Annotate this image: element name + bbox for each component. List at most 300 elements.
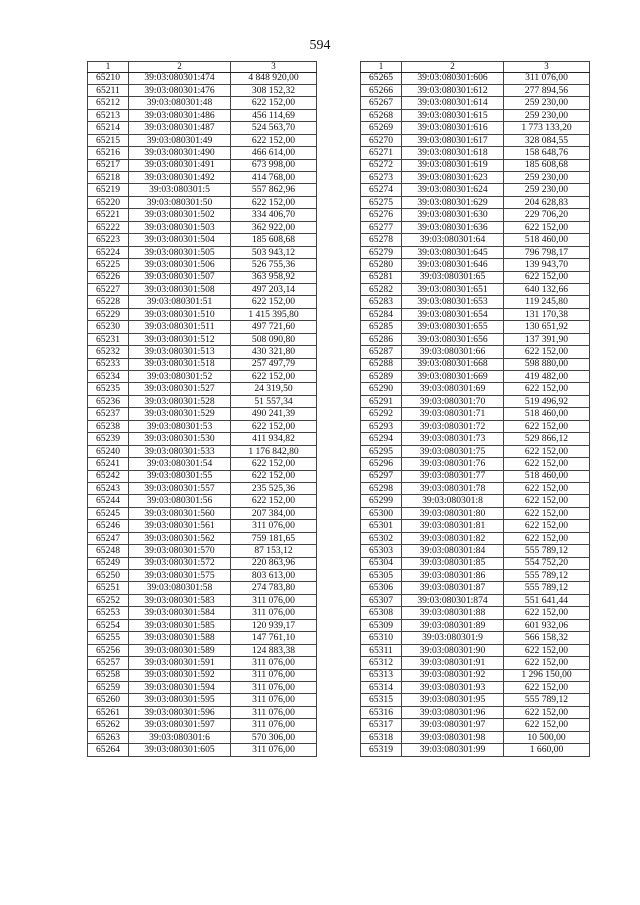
table-row [88,246,317,258]
row-number-cell: 65215 [88,134,129,146]
table-row [88,495,317,507]
cadastral-number-cell: 39:03:080301:92 [402,669,504,681]
value-cell: 490 241,39 [231,408,317,420]
row-number-cell: 65319 [361,744,402,756]
cadastral-number-cell: 39:03:080301:474 [129,72,231,84]
row-number-cell: 65303 [361,545,402,557]
row-number-cell: 65228 [88,296,129,308]
value-cell: 24 319,50 [231,383,317,395]
cadastral-number-cell: 39:03:080301:99 [402,744,504,756]
cadastral-number-cell: 39:03:080301:518 [129,358,231,370]
cadastral-number-cell: 39:03:080301:614 [402,97,504,109]
row-number-cell: 65242 [88,470,129,482]
row-number-cell: 65304 [361,557,402,569]
row-number-cell: 65280 [361,259,402,271]
row-number-cell: 65243 [88,482,129,494]
value-cell: 497 203,14 [231,283,317,295]
table-row [88,259,317,271]
table-row [88,719,317,731]
table-row [88,644,317,656]
table-row [88,532,317,544]
table-row [361,570,590,582]
value-cell: 557 862,96 [231,184,317,196]
cadastral-number-cell: 39:03:080301:52 [129,371,231,383]
row-number-cell: 65305 [361,570,402,582]
table-row [88,557,317,569]
row-number-cell: 65258 [88,669,129,681]
value-cell: 497 721,60 [231,321,317,333]
cadastral-number-cell: 39:03:080301:618 [402,147,504,159]
table-row [361,383,590,395]
row-number-cell: 65210 [88,72,129,84]
row-number-cell: 65214 [88,122,129,134]
cadastral-number-cell: 39:03:080301:588 [129,632,231,644]
value-cell: 277 894,56 [504,84,590,96]
row-number-cell: 65317 [361,719,402,731]
table-row [361,744,590,756]
value-cell: 622 152,00 [504,507,590,519]
value-cell: 456 114,69 [231,109,317,121]
row-number-cell: 65233 [88,358,129,370]
value-cell: 555 789,12 [504,582,590,594]
value-cell: 131 170,38 [504,308,590,320]
cadastral-number-cell: 39:03:080301:527 [129,383,231,395]
table-row [88,271,317,283]
row-number-cell: 65302 [361,532,402,544]
value-cell: 526 755,36 [231,259,317,271]
cadastral-number-cell: 39:03:080301:58 [129,582,231,594]
cadastral-number-cell: 39:03:080301:585 [129,619,231,631]
row-number-cell: 65285 [361,321,402,333]
cadastral-number-cell: 39:03:080301:575 [129,570,231,582]
value-cell: 259 230,00 [504,97,590,109]
value-cell: 554 752,20 [504,557,590,569]
row-number-cell: 65301 [361,520,402,532]
cadastral-number-cell: 39:03:080301:668 [402,358,504,370]
table-row [88,619,317,631]
cadastral-number-cell: 39:03:080301:612 [402,84,504,96]
row-number-cell: 65231 [88,333,129,345]
table-row [88,507,317,519]
header-row [361,62,590,73]
value-cell: 1 176 842,80 [231,445,317,457]
row-number-cell: 65218 [88,172,129,184]
row-number-cell: 65318 [361,731,402,743]
table-row [361,122,590,134]
row-number-cell: 65257 [88,657,129,669]
row-number-cell: 65265 [361,72,402,84]
cadastral-number-cell: 39:03:080301:617 [402,134,504,146]
cadastral-number-cell: 39:03:080301:73 [402,433,504,445]
value-cell: 235 525,36 [231,482,317,494]
value-cell: 120 939,17 [231,619,317,631]
cadastral-number-cell: 39:03:080301:510 [129,308,231,320]
row-number-cell: 65219 [88,184,129,196]
table-row [88,184,317,196]
cadastral-number-cell: 39:03:080301:508 [129,283,231,295]
table-row [361,470,590,482]
header-col-2: 2 [129,62,231,73]
table-row [361,619,590,631]
table-row [361,97,590,109]
row-number-cell: 65306 [361,582,402,594]
table-row [361,557,590,569]
value-cell: 328 084,55 [504,134,590,146]
row-number-cell: 65275 [361,196,402,208]
header-col-1: 1 [361,62,402,73]
value-cell: 622 152,00 [231,97,317,109]
row-number-cell: 65224 [88,246,129,258]
value-cell: 1 415 395,80 [231,308,317,320]
table-row [361,371,590,383]
table-row [88,632,317,644]
value-cell: 1 296 150,00 [504,669,590,681]
row-number-cell: 65212 [88,97,129,109]
cadastral-number-cell: 39:03:080301:572 [129,557,231,569]
table-row [88,209,317,221]
value-cell: 622 152,00 [231,371,317,383]
value-cell: 640 132,66 [504,283,590,295]
table-row [88,308,317,320]
cadastral-number-cell: 39:03:080301:591 [129,657,231,669]
table-row [88,545,317,557]
value-cell: 411 934,82 [231,433,317,445]
value-cell: 622 152,00 [504,644,590,656]
cadastral-number-cell: 39:03:080301:53 [129,420,231,432]
table-row [88,346,317,358]
value-cell: 311 076,00 [231,657,317,669]
table-row [361,669,590,681]
cadastral-number-cell: 39:03:080301:651 [402,283,504,295]
row-number-cell: 65229 [88,308,129,320]
value-cell: 518 460,00 [504,408,590,420]
row-number-cell: 65250 [88,570,129,582]
table-row [361,321,590,333]
row-number-cell: 65226 [88,271,129,283]
cadastral-number-cell: 39:03:080301:55 [129,470,231,482]
cadastral-number-cell: 39:03:080301:76 [402,458,504,470]
cadastral-number-cell: 39:03:080301:6 [129,731,231,743]
table-row [88,395,317,407]
cadastral-number-cell: 39:03:080301:645 [402,246,504,258]
row-number-cell: 65278 [361,234,402,246]
table-row [361,507,590,519]
cadastral-number-cell: 39:03:080301:491 [129,159,231,171]
value-cell: 796 798,17 [504,246,590,258]
value-cell: 4 848 920,00 [231,72,317,84]
value-cell: 622 152,00 [504,383,590,395]
table-row [88,383,317,395]
row-number-cell: 65256 [88,644,129,656]
row-number-cell: 65282 [361,283,402,295]
row-number-cell: 65223 [88,234,129,246]
table-row [361,532,590,544]
value-cell: 10 500,00 [504,731,590,743]
row-number-cell: 65311 [361,644,402,656]
cadastral-number-cell: 39:03:080301:71 [402,408,504,420]
value-cell: 158 648,76 [504,147,590,159]
row-number-cell: 65314 [361,681,402,693]
row-number-cell: 65270 [361,134,402,146]
row-number-cell: 65277 [361,221,402,233]
value-cell: 229 706,20 [504,209,590,221]
table-row [361,719,590,731]
value-cell: 334 406,70 [231,209,317,221]
table-row [88,445,317,457]
value-cell: 207 384,00 [231,507,317,519]
row-number-cell: 65310 [361,632,402,644]
cadastral-number-cell: 39:03:080301:54 [129,458,231,470]
table-row [88,84,317,96]
row-number-cell: 65217 [88,159,129,171]
row-number-cell: 65271 [361,147,402,159]
row-number-cell: 65289 [361,371,402,383]
value-cell: 622 152,00 [504,458,590,470]
table-row [361,594,590,606]
cadastral-number-cell: 39:03:080301:65 [402,271,504,283]
cadastral-number-cell: 39:03:080301:597 [129,719,231,731]
row-number-cell: 65251 [88,582,129,594]
value-cell: 185 608,68 [231,234,317,246]
row-number-cell: 65283 [361,296,402,308]
value-cell: 622 152,00 [231,495,317,507]
table-row [361,271,590,283]
value-cell: 147 761,10 [231,632,317,644]
value-cell: 503 943,12 [231,246,317,258]
header-col-1: 1 [88,62,129,73]
value-cell: 622 152,00 [504,706,590,718]
table-row [88,694,317,706]
value-cell: 622 152,00 [504,271,590,283]
row-number-cell: 65245 [88,507,129,519]
cadastral-number-cell: 39:03:080301:589 [129,644,231,656]
row-number-cell: 65252 [88,594,129,606]
cadastral-number-cell: 39:03:080301:486 [129,109,231,121]
value-cell: 119 245,80 [504,296,590,308]
table-row [361,706,590,718]
value-cell: 803 613,00 [231,570,317,582]
table-row [88,744,317,756]
cadastral-number-cell: 39:03:080301:91 [402,657,504,669]
cadastral-number-cell: 39:03:080301:51 [129,296,231,308]
row-number-cell: 65261 [88,706,129,718]
table-row [88,433,317,445]
table-row [361,283,590,295]
table-row [88,408,317,420]
value-cell: 622 152,00 [504,607,590,619]
table-row [88,358,317,370]
row-number-cell: 65211 [88,84,129,96]
cadastral-number-cell: 39:03:080301:605 [129,744,231,756]
row-number-cell: 65222 [88,221,129,233]
cadastral-number-cell: 39:03:080301:636 [402,221,504,233]
value-cell: 259 230,00 [504,184,590,196]
cadastral-number-cell: 39:03:080301:9 [402,632,504,644]
value-cell: 139 943,70 [504,259,590,271]
table-row [361,607,590,619]
row-number-cell: 65296 [361,458,402,470]
table-row [88,420,317,432]
table-row [88,470,317,482]
table-row [88,582,317,594]
value-cell: 51 557,34 [231,395,317,407]
value-cell: 622 152,00 [231,470,317,482]
cadastral-number-cell: 39:03:080301:533 [129,445,231,457]
cadastral-number-cell: 39:03:080301:506 [129,259,231,271]
table-row [361,221,590,233]
cadastral-number-cell: 39:03:080301:557 [129,482,231,494]
cadastral-number-cell: 39:03:080301:561 [129,520,231,532]
value-cell: 311 076,00 [231,520,317,532]
table-row [88,172,317,184]
table-row [88,97,317,109]
cadastral-number-cell: 39:03:080301:5 [129,184,231,196]
cadastral-number-cell: 39:03:080301:594 [129,681,231,693]
table-row [361,694,590,706]
cadastral-number-cell: 39:03:080301:512 [129,333,231,345]
row-number-cell: 65244 [88,495,129,507]
page-number: 594 [309,38,331,53]
table-left [87,61,317,757]
row-number-cell: 65274 [361,184,402,196]
cadastral-number-cell: 39:03:080301:623 [402,172,504,184]
cadastral-number-cell: 39:03:080301:570 [129,545,231,557]
cadastral-number-cell: 39:03:080301:669 [402,371,504,383]
row-number-cell: 65235 [88,383,129,395]
value-cell: 622 152,00 [504,681,590,693]
value-cell: 274 783,80 [231,582,317,594]
table-row [88,706,317,718]
table-row [361,72,590,84]
value-cell: 622 152,00 [504,445,590,457]
row-number-cell: 65315 [361,694,402,706]
value-cell: 137 391,90 [504,333,590,345]
cadastral-number-cell: 39:03:080301:56 [129,495,231,507]
table-row [88,196,317,208]
cadastral-number-cell: 39:03:080301:8 [402,495,504,507]
table-row [361,395,590,407]
cadastral-number-cell: 39:03:080301:69 [402,383,504,395]
cadastral-number-cell: 39:03:080301:82 [402,532,504,544]
table-row [361,134,590,146]
value-cell: 518 460,00 [504,470,590,482]
value-cell: 124 883,38 [231,644,317,656]
header-col-3: 3 [504,62,590,73]
row-number-cell: 65260 [88,694,129,706]
row-number-cell: 65263 [88,731,129,743]
value-cell: 622 152,00 [231,134,317,146]
value-cell: 622 152,00 [504,482,590,494]
table-row [361,358,590,370]
cadastral-number-cell: 39:03:080301:606 [402,72,504,84]
value-cell: 508 090,80 [231,333,317,345]
table-row [361,159,590,171]
cadastral-number-cell: 39:03:080301:624 [402,184,504,196]
cadastral-number-cell: 39:03:080301:75 [402,445,504,457]
row-number-cell: 65230 [88,321,129,333]
table-row [361,420,590,432]
cadastral-number-cell: 39:03:080301:529 [129,408,231,420]
value-cell: 311 076,00 [504,72,590,84]
row-number-cell: 65267 [361,97,402,109]
value-cell: 362 922,00 [231,221,317,233]
row-number-cell: 65269 [361,122,402,134]
row-number-cell: 65273 [361,172,402,184]
table-row [88,122,317,134]
value-cell: 1 773 133,20 [504,122,590,134]
cadastral-number-cell: 39:03:080301:503 [129,221,231,233]
row-number-cell: 65262 [88,719,129,731]
table-row [361,259,590,271]
table-row [88,321,317,333]
cadastral-number-cell: 39:03:080301:70 [402,395,504,407]
value-cell: 311 076,00 [231,594,317,606]
row-number-cell: 65264 [88,744,129,756]
cadastral-number-cell: 39:03:080301:93 [402,681,504,693]
cadastral-number-cell: 39:03:080301:530 [129,433,231,445]
row-number-cell: 65213 [88,109,129,121]
table-row [361,482,590,494]
row-number-cell: 65227 [88,283,129,295]
table-row [361,209,590,221]
row-number-cell: 65221 [88,209,129,221]
value-cell: 759 181,65 [231,532,317,544]
value-cell: 555 789,12 [504,570,590,582]
value-cell: 622 152,00 [504,420,590,432]
cadastral-number-cell: 39:03:080301:492 [129,172,231,184]
value-cell: 204 628,83 [504,196,590,208]
row-number-cell: 65268 [361,109,402,121]
row-number-cell: 65284 [361,308,402,320]
cadastral-number-cell: 39:03:080301:49 [129,134,231,146]
row-number-cell: 65266 [361,84,402,96]
cadastral-number-cell: 39:03:080301:490 [129,147,231,159]
row-number-cell: 65287 [361,346,402,358]
cadastral-number-cell: 39:03:080301:654 [402,308,504,320]
table-row [361,632,590,644]
value-cell: 673 998,00 [231,159,317,171]
cadastral-number-cell: 39:03:080301:583 [129,594,231,606]
value-cell: 622 152,00 [504,520,590,532]
cadastral-number-cell: 39:03:080301:528 [129,395,231,407]
value-cell: 466 614,00 [231,147,317,159]
value-cell: 622 152,00 [504,532,590,544]
table-row [361,731,590,743]
table-row [361,433,590,445]
value-cell: 570 306,00 [231,731,317,743]
table-row [88,570,317,582]
cadastral-number-cell: 39:03:080301:595 [129,694,231,706]
value-cell: 185 608,68 [504,159,590,171]
cadastral-number-cell: 39:03:080301:78 [402,482,504,494]
table-row [88,159,317,171]
table-row [88,371,317,383]
row-number-cell: 65276 [361,209,402,221]
table-row [88,72,317,84]
row-number-cell: 65291 [361,395,402,407]
row-number-cell: 65248 [88,545,129,557]
cadastral-number-cell: 39:03:080301:507 [129,271,231,283]
row-number-cell: 65281 [361,271,402,283]
table-row [88,669,317,681]
value-cell: 622 152,00 [504,346,590,358]
cadastral-number-cell: 39:03:080301:48 [129,97,231,109]
table-row [361,147,590,159]
cadastral-number-cell: 39:03:080301:487 [129,122,231,134]
cadastral-number-cell: 39:03:080301:656 [402,333,504,345]
row-number-cell: 65232 [88,346,129,358]
header-col-3: 3 [231,62,317,73]
